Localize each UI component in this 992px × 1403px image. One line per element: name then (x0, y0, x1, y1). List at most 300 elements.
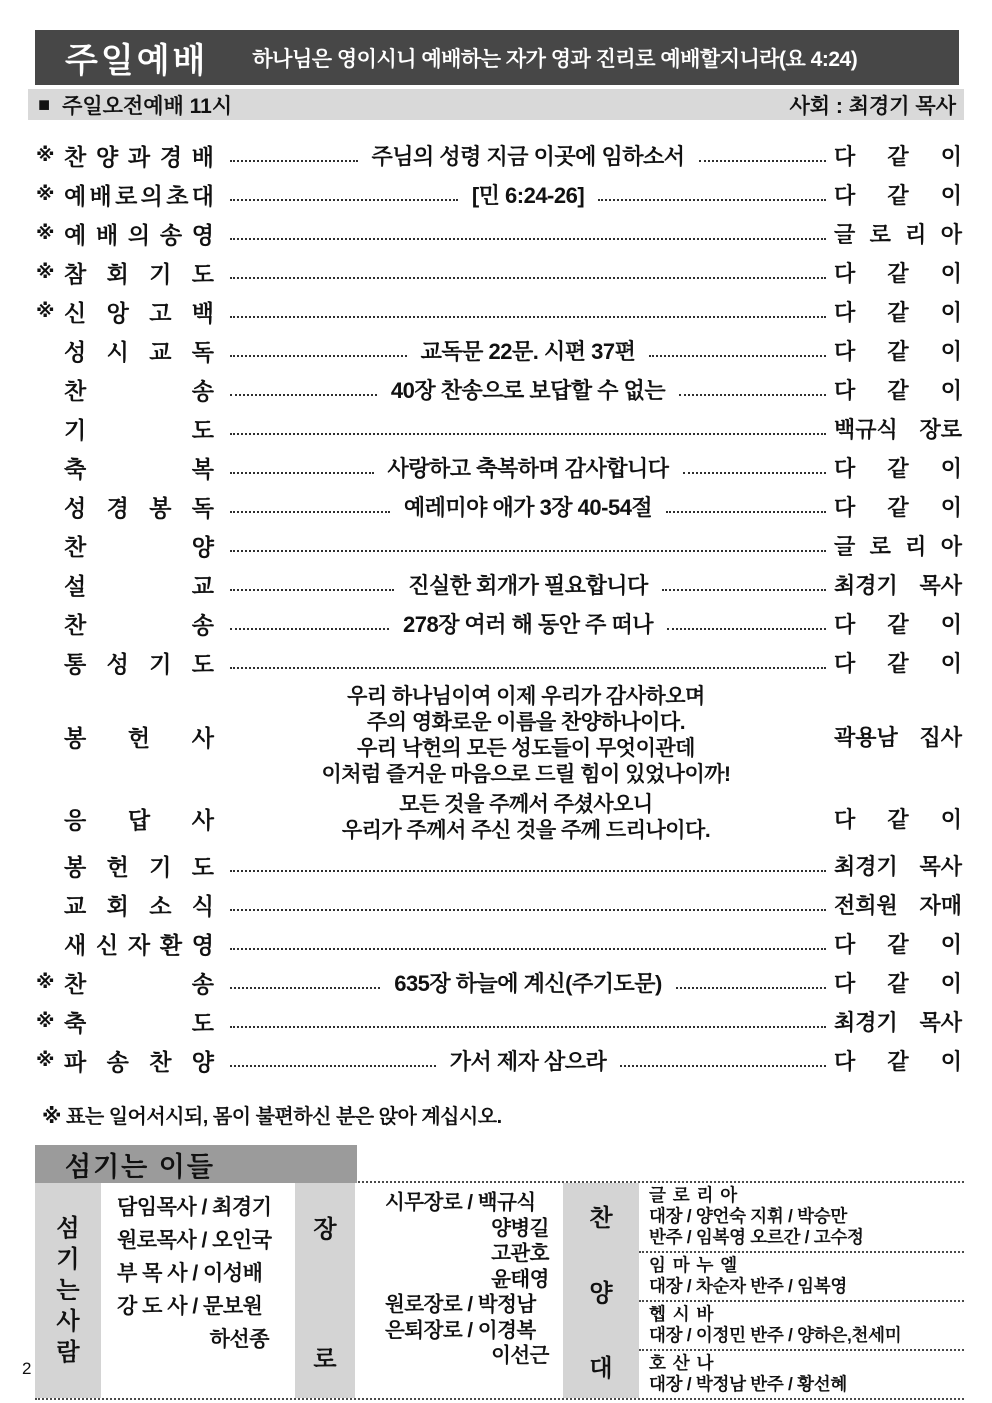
text-part: 이 (940, 971, 962, 996)
order-row (30, 1041, 962, 1080)
text-part: 봉 (64, 854, 87, 880)
text-part: 찬 (64, 534, 87, 560)
leader-dots (230, 433, 826, 435)
order-row (30, 565, 962, 604)
service-leader-label: 사회 : 최경기 목사 (789, 94, 956, 118)
text-part: 다 (834, 300, 856, 325)
text-part: 목사 (919, 573, 962, 598)
text-part: 신 (64, 300, 87, 326)
leader (230, 865, 826, 867)
order-right-value (834, 928, 962, 959)
text-part: 이 (940, 300, 962, 325)
order-right-value (834, 257, 962, 288)
page-title: 주일예배 (65, 42, 209, 80)
leader-dots (230, 1065, 436, 1067)
header-char: 로 (313, 1346, 337, 1373)
leader (230, 335, 826, 366)
text-part: 기 (64, 417, 87, 443)
text-part: 송 (191, 378, 214, 404)
order-label (64, 802, 214, 835)
leader (230, 491, 826, 522)
order-row (30, 682, 962, 790)
order-right-value (834, 967, 962, 998)
title-verse: 하나님은 영이시니 예배하는 자가 영과 진리로 예배할지니라(요 4:24) (252, 47, 858, 71)
choir-group-line: 대장 / 양언숙 지휘 / 박승만 (649, 1206, 847, 1226)
leader-dots (230, 394, 377, 396)
text-part: 목사 (919, 854, 962, 879)
order-label (64, 1005, 214, 1038)
text-part: 교 (64, 893, 87, 919)
order-label (64, 849, 214, 882)
order-label (64, 295, 214, 328)
leader-dots (230, 160, 358, 162)
text-part: 같 (887, 144, 909, 169)
header-char: 기 (56, 1246, 80, 1273)
text-part: 같 (887, 456, 909, 481)
order-row (30, 136, 962, 175)
text-part: 최경기 (834, 573, 898, 598)
text-part: 같 (887, 300, 909, 325)
order-label (64, 1044, 214, 1077)
header-char: 는 (56, 1277, 80, 1304)
leader-dots (649, 355, 826, 357)
order-center-text: [민 6:24-26] (471, 183, 585, 208)
leader-dots (230, 316, 826, 318)
leader-dots (230, 909, 826, 911)
text-part: 예 (64, 183, 87, 209)
text-part: 성 (106, 651, 129, 677)
leader-dots (699, 160, 827, 162)
text-part: 양 (191, 534, 214, 560)
offering-text (226, 684, 826, 788)
text-part: 다 (834, 806, 856, 832)
text-part: 기 (149, 261, 172, 287)
text-part: 다 (834, 651, 856, 676)
offering-text (226, 792, 826, 844)
leader-dots (230, 589, 394, 591)
servants-line: 원로목사 / 오인국 (117, 1229, 272, 1252)
order-center-text: 교독문 22문. 시편 37편 (420, 339, 636, 364)
text-part: 같 (887, 971, 909, 996)
text-part: 이 (940, 612, 962, 637)
order-label (64, 529, 214, 562)
servants-col2-content (355, 1183, 563, 1398)
text-part: 시 (106, 339, 129, 365)
choir-group-name: 호 산 나 (649, 1353, 715, 1373)
servants-line: 담임목사 / 최경기 (117, 1196, 272, 1219)
text-part: 답 (127, 806, 151, 833)
order-right-value (834, 1006, 962, 1037)
text-part: 배 (95, 222, 119, 248)
text-part: 봉 (149, 495, 172, 521)
text-part: 이 (940, 932, 962, 957)
order-label (64, 412, 214, 445)
offering-line: 이처럼 즐거운 마음으로 드릴 힘이 있었나이까! (321, 763, 731, 786)
offering-line: 우리 하나님이여 이제 우리가 감사하오며 (347, 685, 705, 708)
text-part: 배 (191, 144, 214, 170)
text-part: 응 (64, 806, 87, 833)
order-right-value (834, 569, 962, 600)
text-part: 대 (191, 183, 214, 209)
standing-note: ※ 표는 일어서시되, 몸이 불편하신 분은 앉아 계십시오. (42, 1106, 502, 1128)
text-part: 도 (191, 1010, 214, 1036)
text-part: 이 (940, 378, 962, 403)
text-part: 과 (127, 144, 151, 170)
order-right-value (834, 413, 962, 444)
choir-group (639, 1351, 964, 1398)
text-part: 이 (940, 261, 962, 286)
order-row (30, 331, 962, 370)
order-right-value (834, 335, 962, 366)
text-part: 다 (834, 261, 856, 286)
text-part: 같 (887, 612, 909, 637)
servants-section-title-text: 섬기는 이들 (65, 1151, 215, 1182)
text-part: 신 (95, 932, 119, 958)
order-row (30, 292, 962, 331)
text-part: 다 (834, 932, 856, 957)
text-part: 같 (887, 339, 909, 364)
order-center-text: 40장 찬송으로 보답할 수 없는 (390, 378, 666, 403)
order-right-value (834, 218, 962, 249)
choir-group-name: 헵 시 바 (649, 1304, 715, 1324)
order-right-value (834, 296, 962, 327)
order-label (64, 490, 214, 523)
text-part: 백규식 (834, 417, 898, 442)
header-char: 사 (56, 1308, 80, 1335)
text-part: 로 (869, 222, 891, 247)
order-row (30, 846, 962, 885)
header-char: 섬 (56, 1215, 80, 1242)
text-part: 자 (127, 932, 151, 958)
page-number: 2 (22, 1359, 32, 1378)
text-part: 교 (191, 573, 214, 599)
text-part: 기 (149, 854, 172, 880)
choir-group (639, 1183, 964, 1253)
order-row (30, 643, 962, 682)
text-part: 송 (191, 971, 214, 997)
order-label (64, 888, 214, 921)
servants-line: 시무장로 / 백규식 (385, 1191, 536, 1214)
offering-line: 우리가 주께서 주신 것을 주께 드리나이다. (341, 819, 711, 842)
leader-dots (230, 199, 458, 201)
text-part: 찬 (64, 144, 87, 170)
leader-dots (666, 511, 826, 513)
text-part: 복 (191, 456, 214, 482)
text-part: 최경기 (834, 854, 898, 879)
offering-line: 우리 낙헌의 모든 성도들이 무엇이관데 (357, 737, 695, 760)
header-char: 장 (313, 1216, 337, 1243)
text-part: 로 (869, 534, 891, 559)
text-part: 글 (834, 222, 856, 247)
text-part: 로 (115, 183, 138, 209)
order-label (64, 178, 214, 211)
text-part: 새 (64, 932, 87, 958)
text-part: 리 (905, 222, 927, 247)
text-part: 성 (64, 495, 87, 521)
header-char: 람 (56, 1339, 80, 1366)
text-part: 다 (834, 1049, 856, 1074)
servants-line: 이선근 (491, 1344, 549, 1367)
order-row (30, 409, 962, 448)
text-part: 같 (887, 183, 909, 208)
order-label (64, 256, 214, 289)
order-right-value (834, 889, 962, 920)
leader (230, 569, 826, 600)
square-bullet-icon: ■ (38, 93, 51, 116)
order-label (64, 139, 214, 172)
order-row (30, 963, 962, 1002)
leader (230, 179, 826, 210)
text-part: 다 (834, 971, 856, 996)
servants-col3-header (563, 1183, 639, 1398)
order-right-value (834, 850, 962, 881)
order-label (64, 646, 214, 679)
order-row (30, 214, 962, 253)
leader (230, 545, 826, 547)
header-char: 찬 (589, 1205, 613, 1232)
order-right-value (834, 452, 962, 483)
servants-line: 고관호 (491, 1242, 549, 1265)
text-part: 같 (887, 932, 909, 957)
leader (230, 943, 826, 945)
order-right-value (834, 374, 962, 405)
text-part: 사 (191, 724, 214, 751)
leader-dots (230, 870, 826, 872)
text-part: 참 (64, 261, 87, 287)
text-part: 회 (106, 893, 129, 919)
servants-line: 하선종 (209, 1328, 269, 1351)
leader (230, 904, 826, 906)
servants-line: 강 도 사 / 문보원 (117, 1295, 263, 1318)
servants-table (35, 1181, 964, 1400)
order-row (30, 885, 962, 924)
text-part: 이 (940, 456, 962, 481)
text-part: 같 (887, 378, 909, 403)
text-part: 성 (64, 339, 87, 365)
leader-dots (230, 472, 374, 474)
leader (230, 428, 826, 430)
choir-group-line: 대장 / 이정민 반주 / 양하은,천세미 (649, 1325, 902, 1345)
order-right-value (834, 179, 962, 210)
text-part: 송 (106, 1049, 129, 1075)
leader-dots (620, 1065, 826, 1067)
order-row (30, 924, 962, 963)
text-part: 앙 (106, 300, 129, 326)
order-label (64, 568, 214, 601)
leader-dots (230, 1026, 826, 1028)
order-right-value (834, 721, 962, 752)
order-label (64, 720, 214, 753)
choir-group-line: 대장 / 차순자 반주 / 임복영 (649, 1276, 847, 1296)
text-part: 장로 (919, 417, 962, 442)
leader (230, 1021, 826, 1023)
order-star-marker: ※ (36, 301, 55, 322)
text-part: 도 (191, 651, 214, 677)
servants-col3-content (639, 1183, 964, 1398)
text-part: 도 (191, 417, 214, 443)
choir-group (639, 1253, 964, 1302)
text-part: 양 (191, 1049, 214, 1075)
text-part: 독 (191, 339, 214, 365)
order-row (30, 790, 962, 846)
leader-dots (230, 948, 826, 950)
order-row (30, 253, 962, 292)
servants-line: 원로장로 / 박정남 (385, 1293, 536, 1316)
order-center-text: 635장 하늘에 계신(주기도문) (394, 971, 662, 996)
servants-col2-header (295, 1183, 355, 1398)
text-part: 목사 (919, 1010, 962, 1035)
text-part: 같 (887, 495, 909, 520)
leader-dots (683, 472, 827, 474)
order-list (30, 136, 962, 1080)
text-part: 독 (191, 495, 214, 521)
text-part: 다 (834, 183, 856, 208)
servants-section-title (35, 1145, 357, 1183)
order-row (30, 370, 962, 409)
text-part: 영 (191, 932, 214, 958)
choir-group-name: 임 마 누 엘 (649, 1255, 739, 1275)
text-part: 다 (834, 339, 856, 364)
order-right-value (834, 608, 962, 639)
text-part: 경 (106, 495, 129, 521)
text-part: 아 (940, 222, 962, 247)
title-bar (35, 30, 959, 85)
text-part: 찬 (64, 378, 87, 404)
leader-dots (230, 667, 826, 669)
header-char: 양 (589, 1280, 613, 1307)
order-star-marker: ※ (36, 262, 55, 283)
order-right-value (834, 803, 962, 834)
text-part: 글 (834, 534, 856, 559)
text-part: 배 (89, 183, 112, 209)
text-part: 축 (64, 456, 87, 482)
order-label (64, 927, 214, 960)
order-row (30, 175, 962, 214)
text-part: 소 (149, 893, 172, 919)
order-center-text: 진실한 회개가 필요합니다 (408, 573, 648, 598)
text-part: 이 (940, 495, 962, 520)
text-part: 같 (887, 261, 909, 286)
text-part: 사 (191, 806, 214, 833)
order-center-text: 주님의 성령 지금 이곳에 임하소서 (371, 144, 685, 169)
text-part: 이 (940, 183, 962, 208)
order-right-value (834, 491, 962, 522)
leader (230, 311, 826, 313)
leader (230, 1045, 826, 1076)
servants-line: 은퇴장로 / 이경복 (385, 1318, 536, 1342)
leader-dots (662, 589, 826, 591)
leader (230, 140, 826, 171)
leader-dots (679, 394, 826, 396)
offering-line: 모든 것을 주께서 주셨사오니 (399, 793, 653, 816)
text-part: 아 (940, 534, 962, 559)
text-part: 송 (159, 222, 183, 248)
leader (230, 452, 826, 483)
text-part: 송 (191, 612, 214, 638)
leader (230, 967, 826, 998)
text-part: 의 (127, 222, 151, 248)
text-part: 설 (64, 573, 87, 599)
text-part: 곽용남 (834, 724, 898, 750)
text-part: 기 (149, 651, 172, 677)
order-star-marker: ※ (36, 1011, 55, 1032)
leader (230, 233, 826, 235)
order-label (64, 966, 214, 999)
service-time-label: 주일오전예배 11시 (62, 94, 233, 118)
text-part: 이 (940, 144, 962, 169)
leader-dots (667, 628, 826, 630)
text-part: 고 (149, 300, 172, 326)
leader-dots (676, 987, 826, 989)
text-part: 축 (64, 1010, 87, 1036)
order-label (64, 373, 214, 406)
servants-line: 윤태영 (491, 1267, 549, 1291)
choir-group-line: 대장 / 박정남 반주 / 황선혜 (649, 1374, 847, 1394)
text-part: 집사 (919, 724, 962, 750)
order-center-text: 사랑하고 축복하며 감사합니다 (387, 456, 669, 481)
order-row (30, 1002, 962, 1041)
order-label (64, 334, 214, 367)
text-part: 다 (834, 612, 856, 637)
text-part: 회 (106, 261, 129, 287)
order-center-text: 278장 여러 해 동안 주 떠나 (402, 612, 654, 637)
leader (230, 662, 826, 664)
order-row (30, 448, 962, 487)
text-part: 헌 (106, 854, 129, 880)
order-right-value (834, 647, 962, 678)
text-part: 양 (95, 144, 119, 170)
text-part: 파 (64, 1049, 87, 1075)
text-part: 찬 (149, 1049, 172, 1075)
text-part: 자매 (919, 893, 962, 918)
text-part: 이 (940, 1049, 962, 1074)
text-part: 같 (887, 651, 909, 676)
text-part: 도 (191, 854, 214, 880)
leader-dots (230, 628, 389, 630)
leader-dots (230, 355, 407, 357)
text-part: 다 (834, 378, 856, 403)
text-part: 환 (159, 932, 183, 958)
text-part: 같 (887, 806, 909, 832)
servants-line: 양병길 (491, 1216, 549, 1240)
servants-col1-content (101, 1183, 295, 1398)
service-bar (28, 89, 964, 120)
order-star-marker: ※ (36, 972, 55, 993)
order-label (64, 607, 214, 640)
text-part: 봉 (64, 724, 87, 751)
text-part: 이 (940, 339, 962, 364)
text-part: 이 (940, 806, 962, 832)
text-part: 도 (191, 261, 214, 287)
leader-dots (230, 511, 390, 513)
order-label (64, 451, 214, 484)
text-part: 최경기 (834, 1010, 898, 1035)
order-star-marker: ※ (36, 184, 55, 205)
choir-group-line: 반주 / 임복영 오르간 / 고수정 (649, 1227, 864, 1247)
leader-dots (230, 277, 826, 279)
text-part: 이 (940, 651, 962, 676)
leader (230, 608, 826, 639)
leader (230, 272, 826, 274)
text-part: 초 (166, 183, 189, 209)
text-part: 경 (159, 144, 183, 170)
text-part: 다 (834, 456, 856, 481)
order-row (30, 604, 962, 643)
offering-line: 주의 영화로운 이름을 찬양하나이다. (366, 711, 686, 734)
text-part: 헌 (127, 724, 151, 751)
leader-dots (230, 550, 826, 552)
text-part: 백 (191, 300, 214, 326)
